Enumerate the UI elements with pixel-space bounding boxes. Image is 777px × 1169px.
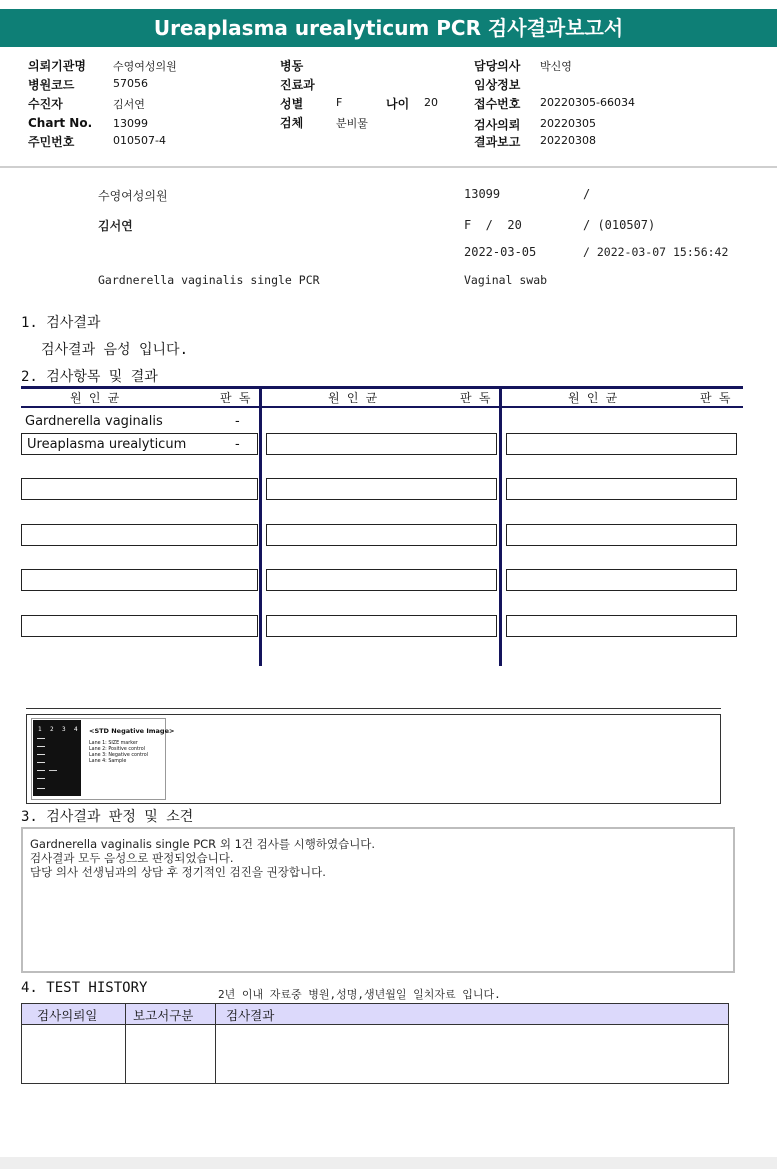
section1-text: 검사결과 음성 입니다. (41, 342, 189, 358)
history-col-request-date: 검사의뢰일 (37, 1008, 98, 1023)
result-box (506, 478, 737, 500)
label-hospital-code: 병원코드 (28, 78, 75, 92)
section2-heading: 2. 검사항목 및 결과 (21, 369, 158, 385)
history-col-divider (215, 1004, 216, 1084)
label-chart-no: Chart No. (28, 116, 93, 130)
gel-lane-1: 1 (38, 726, 42, 733)
label-patient: 수진자 (28, 97, 63, 111)
result-box (506, 569, 737, 591)
row2-pathogen: Ureaplasma urealyticum (27, 437, 187, 452)
summary-clinic: 수영여성의원 (98, 189, 168, 203)
table-divider-2 (499, 389, 502, 666)
result-box (21, 478, 258, 500)
result-box (266, 433, 497, 455)
gel-title: <STD Negative Image> (89, 727, 175, 735)
label-doctor: 담당의사 (474, 59, 521, 73)
label-specimen: 검체 (280, 116, 304, 130)
value-chart-no: 13099 (113, 117, 148, 130)
value-patient: 김서연 (113, 98, 145, 111)
gel-legend-item: Lane 3: Negative control (89, 753, 149, 758)
label-ward: 병동 (280, 59, 304, 73)
history-col-divider (125, 1004, 126, 1084)
gel-band (37, 788, 45, 789)
section1-heading: 1. 검사결과 (21, 315, 101, 331)
col-pathogen-1: 원 인 균 (70, 391, 120, 405)
summary-sex-age: F / 20 (464, 218, 522, 232)
result-box (21, 524, 258, 546)
gel-band (37, 778, 45, 779)
section4-heading: 4. TEST HISTORY (21, 980, 148, 996)
summary-report-datetime: / 2022-03-07 15:56:42 (583, 245, 729, 259)
label-request-date: 검사의뢰 (474, 118, 521, 132)
history-note: 2년 이내 자료중 병원,성명,생년월일 일치자료 입니다. (218, 988, 501, 1001)
result-box (266, 615, 497, 637)
summary-test-name: Gardnerella vaginalis single PCR (98, 273, 320, 287)
gel-band (37, 770, 45, 771)
gel-band (37, 746, 45, 747)
value-report-date: 20220308 (540, 134, 596, 147)
section3-heading: 3. 검사결과 판정 및 소견 (21, 809, 194, 825)
opinion-line: Gardnerella vaginalis single PCR 외 1건 검사를 시행하였습니다. (30, 837, 376, 851)
label-clinic: 의뢰기관명 (28, 59, 86, 73)
gel-top-rule (26, 708, 721, 709)
result-box (21, 615, 258, 637)
result-box (506, 433, 737, 455)
summary-slash: / (583, 187, 591, 201)
label-receipt-no: 접수번호 (474, 97, 521, 111)
gel-band (49, 770, 57, 771)
gel-band (37, 762, 45, 763)
gel-legend-item: Lane 1: SIZE marker (89, 741, 138, 746)
report-title: Ureaplasma urealyticum PCR 검사결과보고서 (0, 9, 777, 47)
value-sex: F (336, 96, 343, 109)
summary-id: / (010507) (583, 218, 656, 232)
label-resident-no: 주민번호 (28, 135, 75, 149)
table-divider-1 (259, 389, 262, 666)
label-sex: 성별 (280, 97, 304, 111)
gel-lane-2: 2 (50, 726, 54, 733)
label-clinical-info: 임상정보 (474, 78, 521, 92)
history-col-result: 검사결과 (226, 1008, 275, 1023)
value-age: 20 (424, 96, 438, 109)
value-hospital-code: 57056 (113, 77, 148, 90)
gel-legend-item: Lane 2: Positive control (89, 747, 145, 752)
gel-legend (89, 741, 148, 765)
summary-specimen: Vaginal swab (464, 273, 548, 287)
value-request-date: 20220305 (540, 117, 596, 130)
table-header-rule (21, 406, 743, 408)
value-receipt-no: 20220305-66034 (540, 96, 635, 109)
row1-pathogen: Gardnerella vaginalis (25, 414, 163, 429)
value-resident-no: 010507-4 (113, 134, 166, 147)
col-pathogen-3: 원 인 균 (568, 391, 618, 405)
gel-image (33, 720, 81, 796)
label-age: 나이 (386, 97, 410, 111)
gel-legend-item: Lane 4: Sample (89, 759, 127, 764)
result-box (506, 524, 737, 546)
value-specimen: 분비물 (336, 117, 368, 130)
summary-chart: 13099 (464, 187, 501, 201)
header-divider (0, 166, 777, 168)
col-result-3: 판 독 (700, 391, 731, 405)
col-result-2: 판 독 (460, 391, 491, 405)
result-box (266, 569, 497, 591)
col-result-1: 판 독 (220, 391, 251, 405)
col-pathogen-2: 원 인 균 (328, 391, 378, 405)
result-box (266, 524, 497, 546)
page-bottom-strip (0, 1157, 777, 1169)
gel-lane-4: 4 (74, 726, 78, 733)
row2-result: - (235, 437, 240, 452)
gel-band (37, 754, 45, 755)
table-top-rule (21, 386, 743, 389)
history-table-header (22, 1004, 728, 1025)
result-box (266, 478, 497, 500)
gel-lane-3: 3 (62, 726, 66, 733)
value-clinic: 수영여성의원 (113, 60, 177, 73)
result-box (506, 615, 737, 637)
opinion-line: 담당 의사 선생님과의 상담 후 정기적인 검진을 권장합니다. (30, 865, 326, 879)
gel-band (37, 738, 45, 739)
opinion-line: 검사결과 모두 음성으로 판정되었습니다. (30, 851, 234, 865)
history-col-report-type: 보고서구분 (133, 1008, 194, 1023)
row1-result: - (235, 414, 240, 429)
summary-request-date: 2022-03-05 (464, 245, 537, 259)
value-doctor: 박신영 (540, 60, 572, 73)
label-department: 진료과 (280, 78, 315, 92)
summary-name: 김서연 (98, 219, 133, 233)
result-box (21, 569, 258, 591)
label-report-date: 결과보고 (474, 135, 521, 149)
